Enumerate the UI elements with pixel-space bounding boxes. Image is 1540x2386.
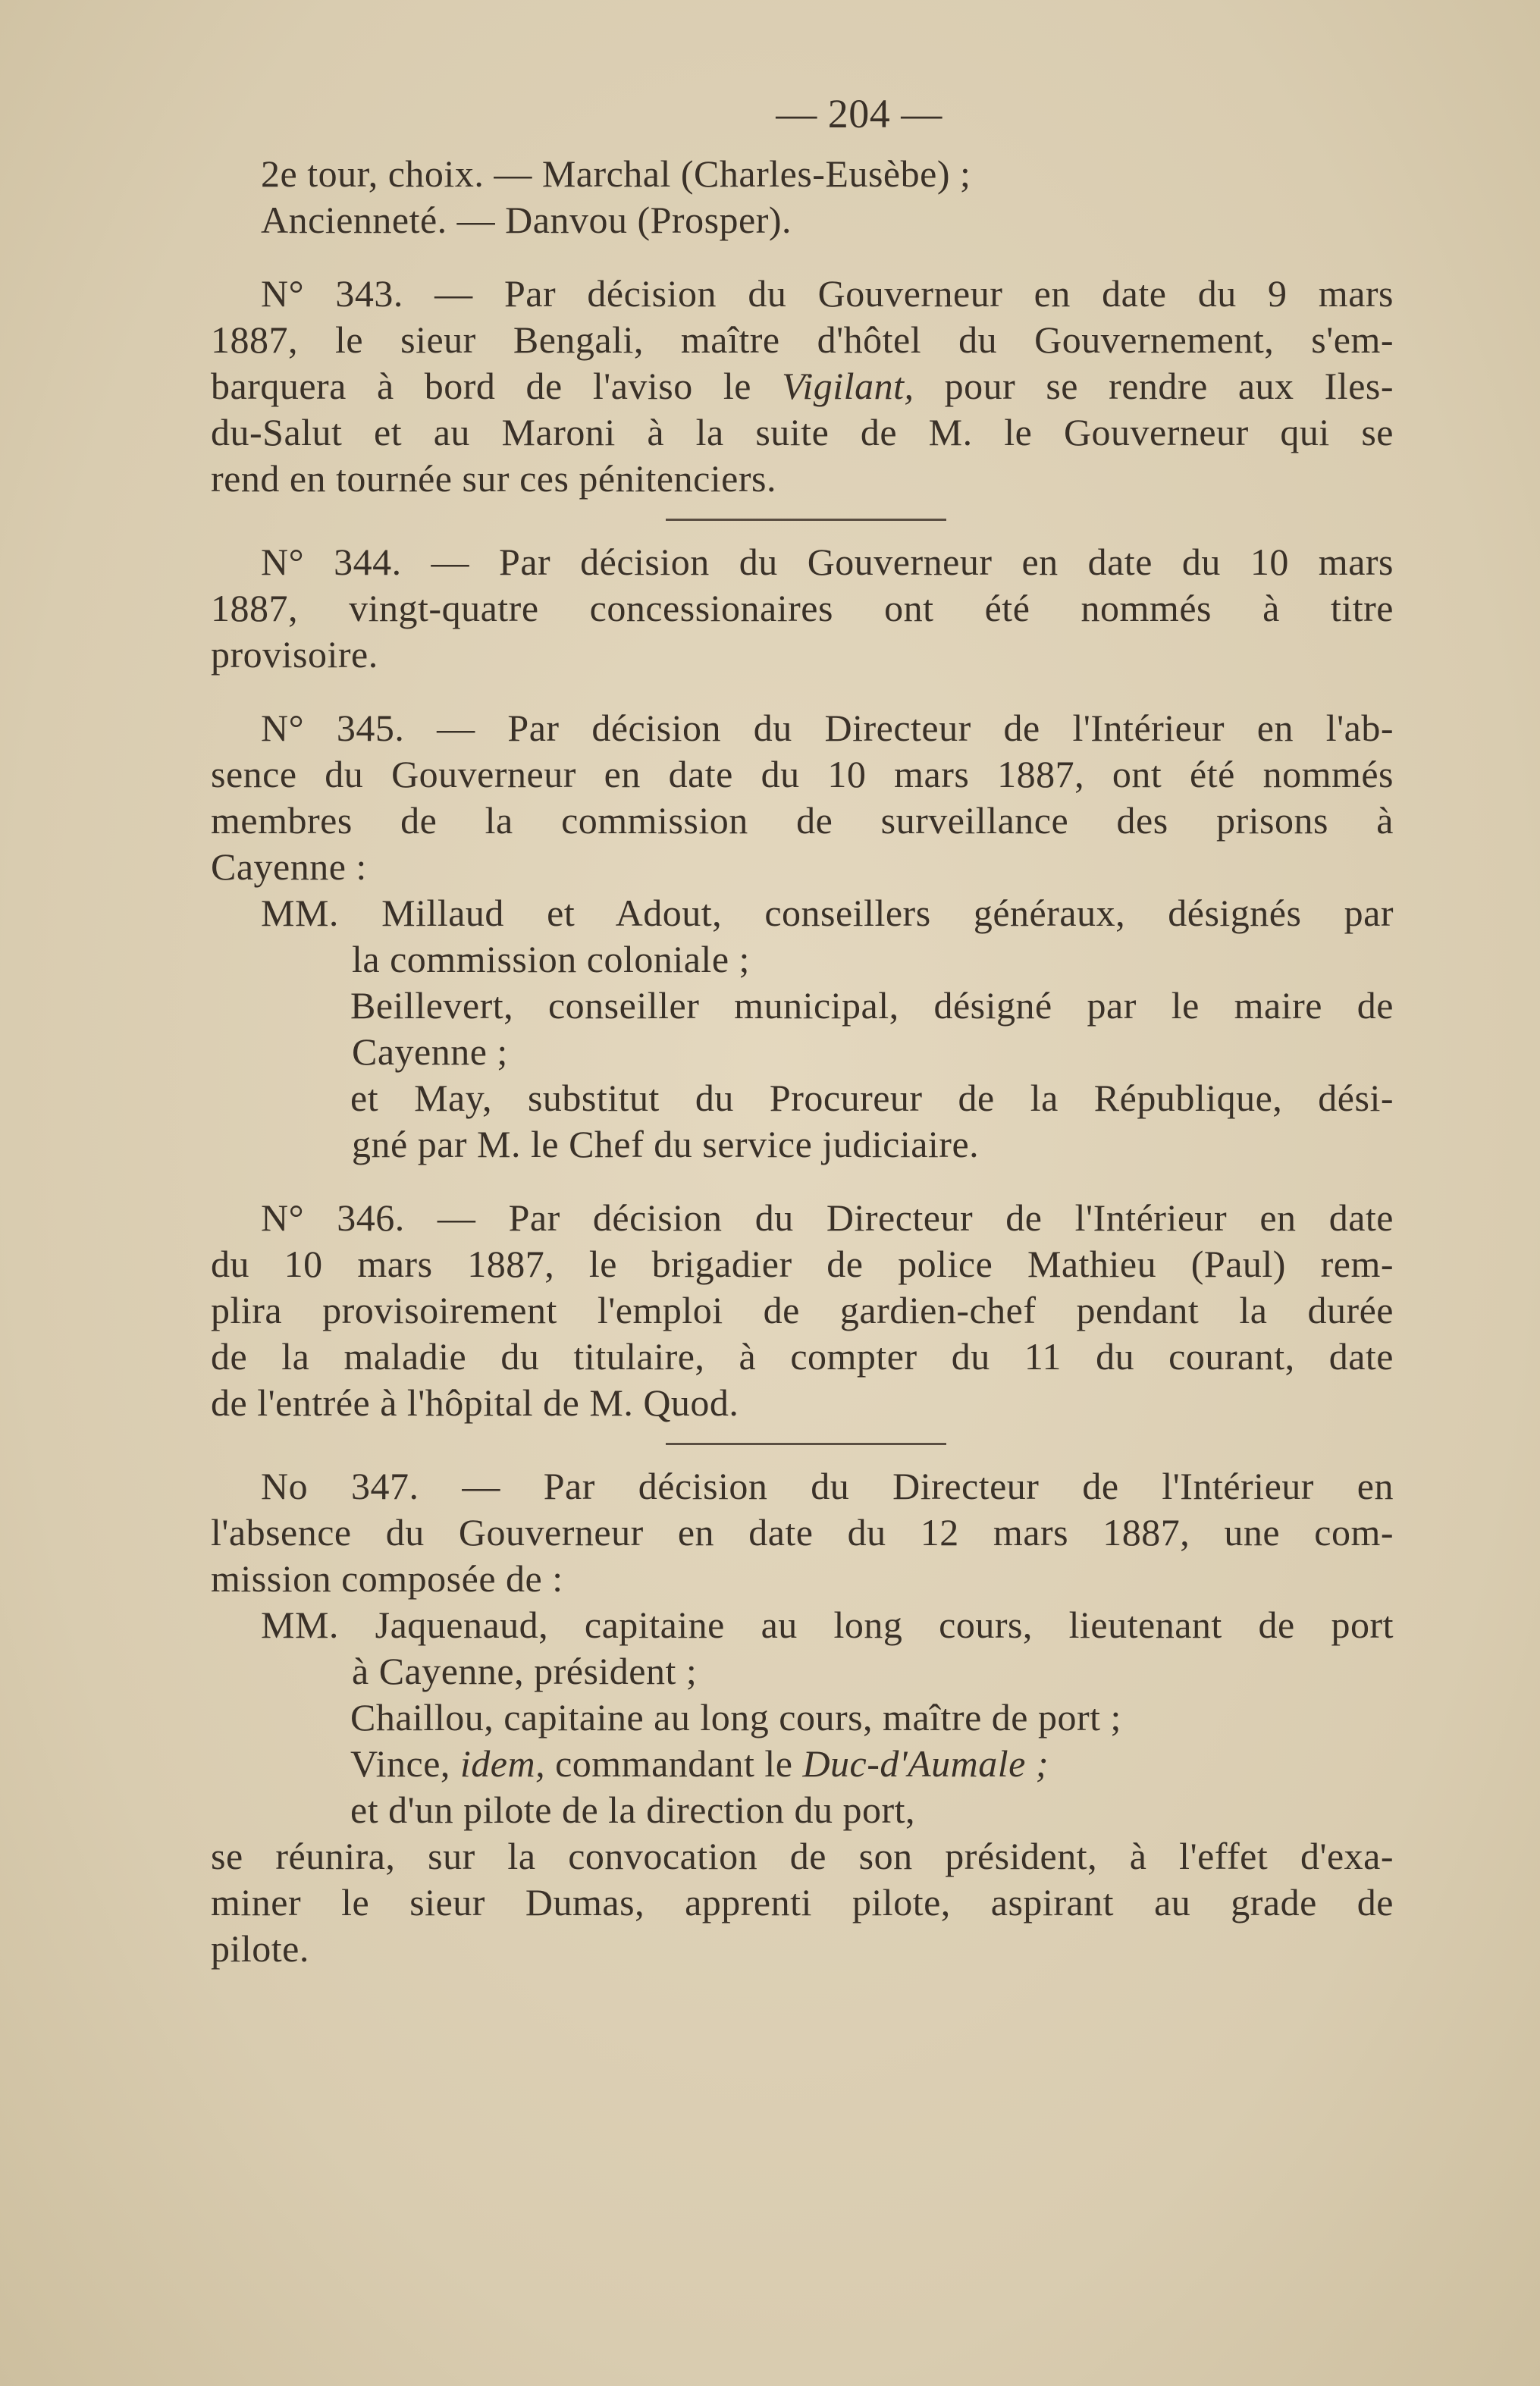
- page-number: — 204 —: [776, 91, 943, 136]
- paragraph-347: [211, 1463, 1394, 1972]
- text-line: N° 345. — Par décision du Directeur de l'Intérieur en l'ab-: [261, 707, 1394, 749]
- text-line: pilote.: [211, 1927, 309, 1970]
- text-line: se réunira, sur la convocation de son président, à l'effet d'exa-: [211, 1835, 1394, 1877]
- text-line: Cayenne ;: [352, 1030, 508, 1073]
- text-line: provisoire.: [211, 633, 378, 676]
- text-line: 1887, vingt-quatre concessionaires ont été nommés à titre: [211, 587, 1394, 629]
- text-line: Ancienneté. — Danvou (Prosper).: [261, 199, 792, 241]
- text-line: N° 343. — Par décision du Gouverneur en date du 9 mars: [261, 272, 1394, 315]
- text-line: et d'un pilote de la direction du port,: [350, 1789, 915, 1831]
- text-line: de la maladie du titulaire, à compter du 11 du courant, date: [211, 1335, 1394, 1378]
- ship-name: Vigilant,: [782, 365, 914, 407]
- text-line: et May, substitut du Procureur de la République, dési-: [350, 1077, 1394, 1119]
- text-line: de l'entrée à l'hôpital de M. Quod.: [211, 1381, 739, 1424]
- text-line: gné par M. le Chef du service judiciaire.: [352, 1123, 980, 1165]
- text-line: barquera à bord de l'aviso le Vigilant, pour se rendre aux Iles-: [211, 365, 1394, 407]
- text-line: mission composée de :: [211, 1557, 563, 1600]
- paragraph-343: [211, 271, 1394, 502]
- text-line: plira provisoirement l'emploi de gardien-chef pendant la durée: [211, 1289, 1394, 1331]
- text-line: 2e tour, choix. — Marchal (Charles-Eusèbe) ;: [261, 152, 971, 195]
- text-line: No 347. — Par décision du Directeur de l'Intérieur en: [261, 1465, 1394, 1507]
- section-divider: [666, 1443, 946, 1445]
- text-line: N° 346. — Par décision du Directeur de l'Intérieur en date: [261, 1196, 1394, 1239]
- text-line: Beillevert, conseiller municipal, désigné par le maire de: [350, 984, 1394, 1027]
- paragraph-346: [211, 1195, 1394, 1426]
- page-text: [211, 91, 1394, 1972]
- paragraph-345: [211, 705, 1394, 1168]
- text-line: N° 344. — Par décision du Gouverneur en date du 10 mars: [261, 541, 1394, 583]
- text-line: l'absence du Gouverneur en date du 12 mars 1887, une com-: [211, 1511, 1394, 1554]
- text-line: MM. Millaud et Adout, conseillers généraux, désignés par: [261, 892, 1394, 934]
- text-line: Chaillou, capitaine au long cours, maître de port ;: [350, 1696, 1121, 1739]
- section-divider: [666, 519, 946, 521]
- paragraph-344: [211, 539, 1394, 678]
- text-line: sence du Gouverneur en date du 10 mars 1887, ont été nommés: [211, 753, 1394, 795]
- text-line: du-Salut et au Maroni à la suite de M. le Gouverneur qui se: [211, 411, 1394, 453]
- text-line: miner le sieur Dumas, apprenti pilote, aspirant au grade de: [211, 1881, 1394, 1924]
- text-line: membres de la commission de surveillance des prisons à: [211, 799, 1394, 842]
- ship-name: Duc-d'Aumale ;: [802, 1742, 1049, 1785]
- text-line: 1887, le sieur Bengali, maître d'hôtel du Gouvernement, s'em-: [211, 318, 1394, 361]
- text-line: MM. Jaquenaud, capitaine au long cours, lieutenant de port: [261, 1604, 1394, 1646]
- text-line: Cayenne :: [211, 845, 367, 888]
- text-line: du 10 mars 1887, le brigadier de police Mathieu (Paul) rem-: [211, 1243, 1394, 1285]
- text-line: la commission coloniale ;: [352, 938, 750, 980]
- text-line: Vince, idem, commandant le Duc-d'Aumale ;: [350, 1742, 1049, 1785]
- text-line: rend en tournée sur ces pénitenciers.: [211, 457, 776, 500]
- text-line: à Cayenne, président ;: [352, 1650, 698, 1692]
